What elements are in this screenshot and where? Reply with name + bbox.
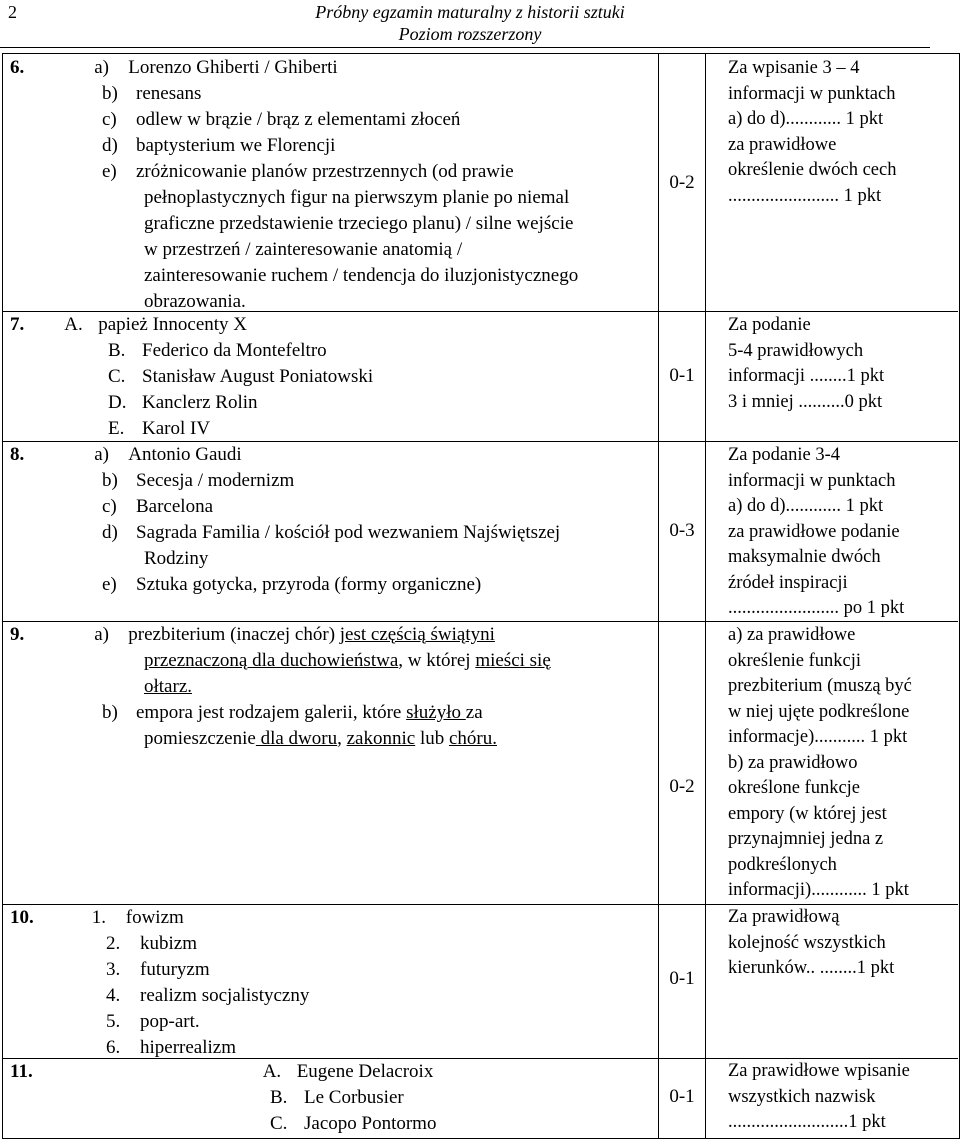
item-label: 3. [106, 959, 121, 980]
item-label: d) [102, 522, 118, 543]
criteria-line: za prawidłowe podanie [728, 521, 900, 542]
item-label: d) [102, 135, 118, 156]
criteria-line: a) do d)............ 1 pkt [728, 496, 884, 516]
answer-text: za [465, 702, 483, 723]
criteria-line: empory (w której jest [728, 803, 887, 824]
answer-text: Secesja / modernizm [136, 470, 295, 491]
criteria-line: określenie dwóch cech [728, 160, 897, 180]
answer-text: Sztuka gotycka, przyroda (formy organiczne) [136, 574, 482, 595]
criteria-line: podkreślonych [728, 854, 837, 875]
criteria-line: przynajmniej jedna z [728, 829, 884, 849]
underlined-text: zakonnic [346, 728, 416, 749]
criteria-line: informacji ........1 pkt [728, 366, 885, 386]
item-label: c) [102, 496, 117, 517]
answer-text: , [337, 728, 347, 749]
points-q9: 0-2 [669, 776, 695, 797]
points-q11: 0-1 [669, 1086, 695, 1107]
criteria-line: kierunków.. ........1 pkt [728, 958, 895, 978]
criteria-line: ..........................1 pkt [728, 1112, 886, 1132]
question-9 [10, 622, 551, 752]
criteria-line: prezbiterium (muszą być [728, 676, 912, 696]
item-label: E. [108, 418, 125, 439]
question-10 [10, 905, 309, 1061]
answer-text: Rodziny [144, 548, 209, 569]
question-number: 10. [10, 907, 34, 928]
question-6 [10, 55, 578, 315]
criteria-line: określenie funkcji [728, 650, 862, 671]
item-label: A. [262, 1061, 282, 1082]
answer-text: baptysterium we Florencji [136, 135, 336, 156]
item-label: c) [102, 109, 117, 130]
item-label: B. [270, 1087, 288, 1108]
answer-text: graficzne przedstawienie trzeciego planu) / silne wejście [144, 213, 574, 234]
answer-text: Karol IV [142, 418, 211, 439]
question-number: 9. [10, 624, 25, 645]
answer-text: Jacopo Pontormo [304, 1113, 437, 1134]
item-label: A. [64, 314, 83, 335]
question-11 [10, 1059, 436, 1137]
answer-text: Le Corbusier [304, 1087, 404, 1108]
criteria-q9 [728, 623, 958, 904]
item-label: 2. [106, 933, 121, 954]
header-title: Próbny egzamin maturalny z historii sztuki [315, 2, 625, 22]
question-number: 7. [10, 314, 25, 335]
answer-text: Federico da Montefeltro [142, 340, 327, 361]
criteria-line: ........................ 1 pkt [728, 185, 882, 206]
answer-text: zróżnicowanie planów przestrzennych (od prawie [136, 161, 514, 182]
criteria-q11 [728, 1059, 958, 1136]
item-label: a) [94, 624, 110, 645]
item-label: B. [108, 340, 126, 361]
item-label: e) [102, 574, 117, 595]
question-number: 8. [10, 444, 25, 465]
item-label: 4. [106, 985, 121, 1006]
question-7 [10, 312, 373, 442]
answer-text: realizm socjalistyczny [140, 985, 310, 1006]
criteria-line: za prawidłowe [728, 134, 837, 155]
criteria-q10 [728, 905, 958, 982]
item-label: e) [102, 161, 117, 182]
criteria-line: wszystkich nazwisk [728, 1086, 876, 1107]
criteria-line: Za podanie 3-4 [728, 445, 840, 465]
question-8 [10, 442, 560, 598]
criteria-line: maksymalnie dwóch [728, 547, 881, 567]
item-label: b) [102, 702, 118, 723]
criteria-line: określone funkcje [728, 778, 861, 798]
underlined-text: ołtarz. [144, 676, 193, 697]
item-label: a) [94, 57, 110, 78]
item-label: a) [94, 444, 110, 465]
points-q7: 0-1 [669, 365, 695, 386]
answer-text: Stanisław August Poniatowski [142, 366, 374, 387]
item-label: 5. [106, 1011, 121, 1032]
page-header [250, 1, 690, 45]
underlined-text: chóru. [448, 728, 497, 749]
criteria-q8 [728, 443, 958, 622]
item-label: 6. [106, 1037, 121, 1058]
answer-text: obrazowania. [144, 291, 246, 312]
criteria-line: ........................ po 1 pkt [728, 598, 905, 618]
answer-text: Kanclerz Rolin [142, 392, 258, 413]
underlined-text: służyło [406, 702, 466, 723]
answer-text: pop-art. [140, 1011, 200, 1032]
criteria-q7 [728, 313, 958, 415]
underlined-text: mieści się [475, 650, 551, 671]
answer-text: lub [415, 728, 449, 749]
criteria-line: informacji w punktach [728, 470, 896, 491]
item-label: D. [108, 392, 127, 413]
answer-text: prezbiterium (inaczej chór) [128, 624, 340, 645]
criteria-line: b) za prawidłowo [728, 752, 858, 773]
criteria-line: Za prawidłowe wpisanie [728, 1061, 910, 1081]
points-q8: 0-3 [669, 520, 695, 541]
answer-text: odlew w brązie / brąz z elementami złoceń [136, 109, 461, 130]
item-label: 1. [91, 907, 106, 928]
underlined-text: jest częścią świątyni [339, 624, 495, 645]
points-column-rule [658, 53, 659, 1139]
underlined-text: dla dworu [255, 728, 338, 749]
answer-text: kubizm [140, 933, 197, 954]
item-label: b) [102, 470, 118, 491]
criteria-line: a) za prawidłowe [728, 625, 856, 645]
answer-text: Sagrada Familia / kościół pod wezwaniem Najświętszej [136, 522, 561, 543]
answer-text: zainteresowanie ruchem / tendencja do iluzjonistycznego [144, 265, 579, 286]
points-q10: 0-1 [669, 968, 695, 989]
item-label: C. [270, 1113, 288, 1134]
criteria-line: informacji w punktach [728, 83, 896, 104]
criteria-line: kolejność wszystkich [728, 932, 886, 953]
criteria-line: a) do d)............ 1 pkt [728, 109, 884, 129]
item-label: C. [108, 366, 126, 387]
criteria-line: źródeł inspiracji [728, 572, 848, 593]
answer-text: fowizm [125, 907, 184, 928]
answer-text: papież Innocenty X [98, 314, 248, 335]
header-subtitle: Poziom rozszerzony [398, 24, 542, 44]
criteria-line: Za wpisanie 3 – 4 [728, 58, 860, 78]
criteria-line: informacji)............ 1 pkt [728, 880, 909, 900]
answer-text: w przestrzeń / zainteresowanie anatomią / [144, 239, 463, 260]
header-rule [0, 47, 930, 48]
answer-text: pełnoplastycznych figur na pierwszym planie po niemal [144, 187, 570, 208]
answer-text: Antonio Gaudi [128, 444, 242, 465]
criteria-line: Za prawidłową [728, 907, 840, 927]
answer-text: Lorenzo Ghiberti / Ghiberti [128, 57, 338, 78]
criteria-line: Za podanie [728, 315, 811, 335]
answer-text: renesans [136, 83, 202, 104]
answer-text: empora jest rodzajem galerii, które [136, 702, 407, 723]
question-number: 6. [10, 57, 25, 78]
answer-text: Barcelona [136, 496, 214, 517]
question-number: 11. [10, 1061, 33, 1082]
underlined-text: przeznaczoną dla duchowieństwa [144, 650, 399, 671]
criteria-line: 3 i mniej ..........0 pkt [728, 391, 883, 412]
answer-text: Eugene Delacroix [296, 1061, 434, 1082]
answer-text: futuryzm [140, 959, 210, 980]
answer-text: pomieszczenie [144, 728, 256, 749]
answer-text: , w której [398, 650, 476, 671]
criteria-line: informacje)........... 1 pkt [728, 727, 908, 747]
answer-text: hiperrealizm [140, 1037, 237, 1058]
criteria-line: 5-4 prawidłowych [728, 340, 864, 361]
points-q6: 0-2 [669, 172, 695, 193]
criteria-line: w niej ujęte podkreślone [728, 701, 910, 722]
criteria-q6 [728, 56, 958, 209]
item-label: b) [102, 83, 118, 104]
page-number: 2 [8, 2, 17, 22]
